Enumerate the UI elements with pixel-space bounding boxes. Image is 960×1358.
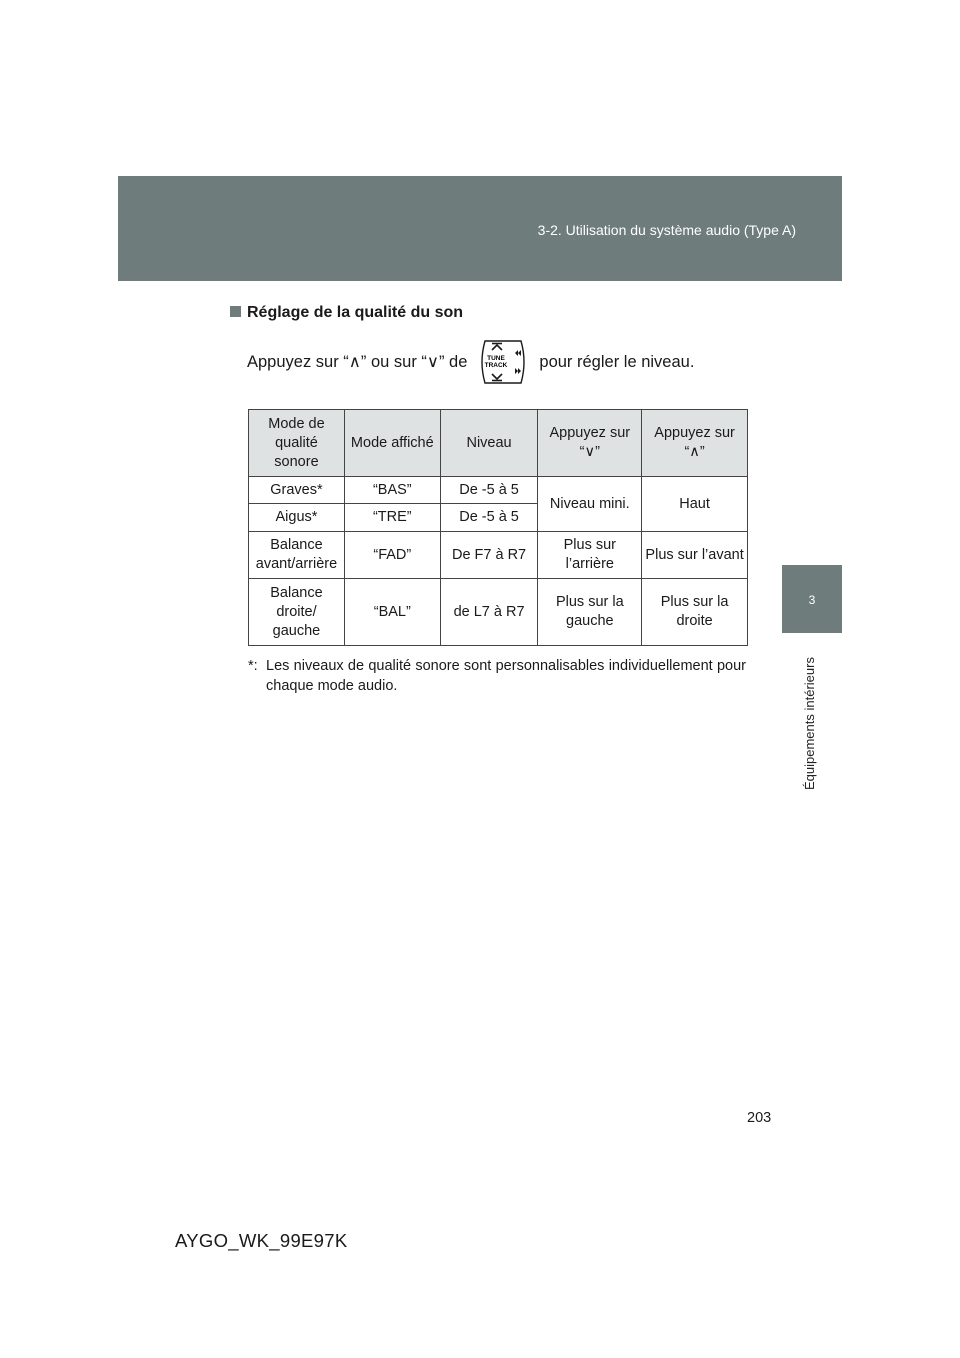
instruction-after: pour régler le niveau. <box>539 352 695 371</box>
header-press-down: Appuyez sur “∨” <box>538 410 642 477</box>
footnote-mark: *: <box>248 658 258 674</box>
table-header-row <box>249 410 748 477</box>
chapter-label <box>798 640 818 800</box>
cell-press-up: Haut <box>642 477 748 532</box>
cell-press-up: Plus sur l’avant <box>642 532 748 579</box>
cell-level: De -5 à 5 <box>440 504 538 532</box>
cell-level: De F7 à R7 <box>440 532 538 579</box>
cell-display: “BAL” <box>344 579 440 646</box>
cell-level: De -5 à 5 <box>440 477 538 504</box>
chapter-tab: 3 <box>782 565 842 633</box>
table-row <box>249 579 748 646</box>
cell-level: de L7 à R7 <box>440 579 538 646</box>
header-display: Mode affiché <box>344 410 440 477</box>
page-number: 203 <box>747 1110 772 1126</box>
cell-mode: Balance droite/ gauche <box>249 579 345 646</box>
knob-label-tune: TUNE <box>487 355 506 362</box>
cell-press-down: Plus sur l’arrière <box>538 532 642 579</box>
cell-press-down: Plus sur la gauche <box>538 579 642 646</box>
chapter-label-text: Équipements intérieurs <box>802 657 817 790</box>
instruction-before: Appuyez sur “∧” ou sur “∨” de <box>247 353 468 371</box>
cell-mode: Aigus* <box>249 504 345 532</box>
footnote-text: Les niveaux de qualité sonore sont personnalisables individuellement pour chaque mode audio. <box>266 658 746 694</box>
table-row <box>249 477 748 504</box>
tune-track-switch-icon <box>475 340 531 384</box>
document-code: AYGO_WK_99E97K <box>175 1230 348 1251</box>
cell-mode: Graves* <box>249 477 345 504</box>
cell-display: “TRE” <box>344 504 440 532</box>
square-bullet-icon <box>230 306 241 317</box>
table-row <box>249 532 748 579</box>
section-title-text: Réglage de la qualité du son <box>247 304 464 321</box>
sound-quality-table <box>248 409 748 646</box>
section-title <box>230 304 463 322</box>
header-level: Niveau <box>440 410 538 477</box>
header-mode: Mode de qualité sonore <box>249 410 345 477</box>
header-press-up: Appuyez sur “∧” <box>642 410 748 477</box>
knob-label-track: TRACK <box>485 362 508 369</box>
cell-display: “FAD” <box>344 532 440 579</box>
header-band <box>118 176 842 281</box>
cell-press-up: Plus sur la droite <box>642 579 748 646</box>
cell-press-down: Niveau mini. <box>538 477 642 532</box>
cell-display: “BAS” <box>344 477 440 504</box>
cell-mode: Balance avant/arrière <box>249 532 345 579</box>
footnote <box>248 656 746 696</box>
breadcrumb: 3-2. Utilisation du système audio (Type A) <box>537 222 796 238</box>
instruction <box>247 340 694 384</box>
